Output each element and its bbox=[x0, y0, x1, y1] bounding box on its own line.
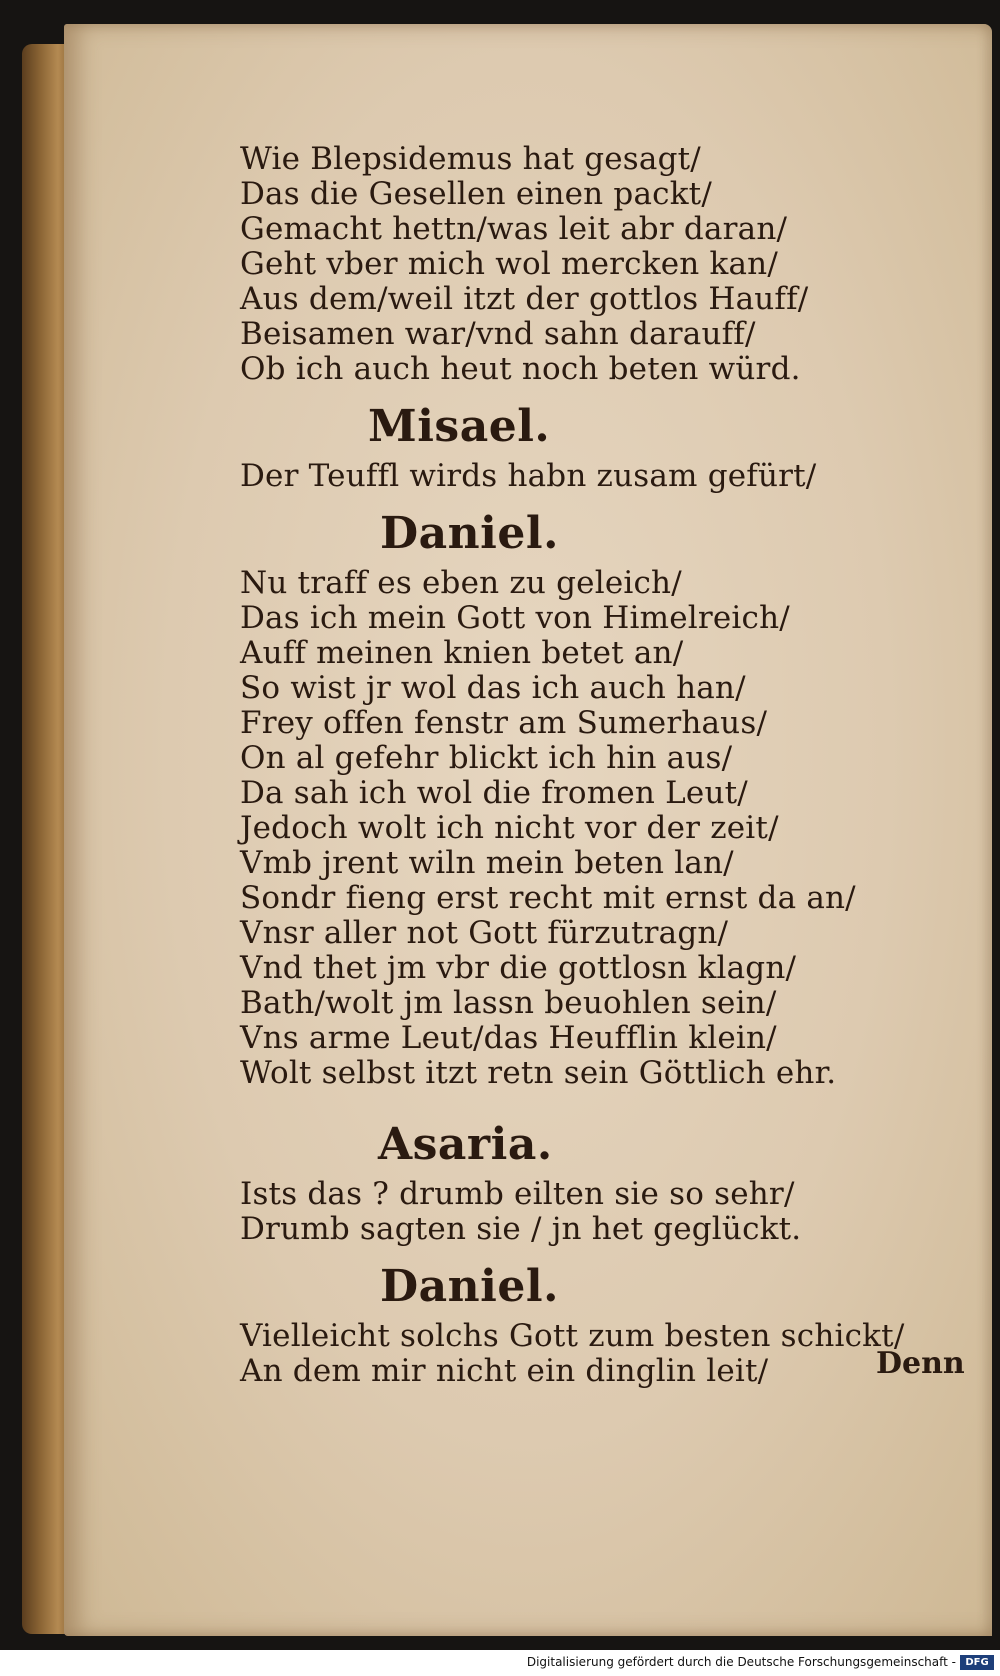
verse-line: Vmb jrent wiln mein beten lan/ bbox=[240, 845, 734, 881]
verse-line: Wolt selbst itzt retn sein Göttlich ehr. bbox=[240, 1055, 837, 1091]
verse-line: Das die Gesellen einen packt/ bbox=[240, 176, 712, 212]
verse-text bbox=[240, 142, 920, 1389]
verse-line: Gemacht hettn/was leit abr daran/ bbox=[240, 211, 788, 247]
spacer bbox=[240, 1091, 920, 1105]
verse-line: Auff meinen knien betet an/ bbox=[240, 635, 684, 671]
verse-line: Aus dem/weil itzt der gottlos Hauff/ bbox=[240, 281, 809, 317]
speaker-heading-misael: Misael. bbox=[368, 401, 551, 452]
verse-line: Vielleicht solchs Gott zum besten schickt/ bbox=[240, 1318, 905, 1354]
speaker-heading-daniel: Daniel. bbox=[380, 1261, 559, 1312]
catchword: Denn bbox=[876, 1346, 965, 1381]
verse-line: Das ich mein Gott von Himelreich/ bbox=[240, 600, 790, 636]
verse-line: Bath/wolt jm lassn beuohlen sein/ bbox=[240, 985, 777, 1021]
dfg-logo: DFG bbox=[960, 1655, 994, 1670]
verse-line: Ists das ? drumb eilten sie so sehr/ bbox=[240, 1176, 795, 1212]
verse-line: An dem mir nicht ein dinglin leit/ bbox=[240, 1353, 769, 1389]
verse-line: Jedoch wolt ich nicht vor der zeit/ bbox=[240, 810, 779, 846]
footer-bar bbox=[0, 1650, 1000, 1676]
verse-line: Der Teuffl wirds habn zusam gefürt/ bbox=[240, 458, 817, 494]
verse-line: Vnsr aller not Gott fürzutragn/ bbox=[240, 915, 729, 951]
verse-line: Nu traff es eben zu geleich/ bbox=[240, 565, 682, 601]
verse-line: Vnd thet jm vbr die gottlosn klagn/ bbox=[240, 950, 797, 986]
speaker-heading-asaria: Asaria. bbox=[378, 1119, 553, 1170]
verse-line: Drumb sagten sie / jn het geglückt. bbox=[240, 1211, 802, 1247]
verse-line: So wist jr wol das ich auch han/ bbox=[240, 670, 746, 706]
verse-line: On al gefehr blickt ich hin aus/ bbox=[240, 740, 733, 776]
verse-line: Frey offen fenstr am Sumerhaus/ bbox=[240, 705, 768, 741]
verse-line: Beisamen war/vnd sahn darauff/ bbox=[240, 316, 756, 352]
funding-credit: Digitalisierung gefördert durch die Deutsche Forschungsgemeinschaft - bbox=[526, 1655, 956, 1669]
verse-line: Vns arme Leut/das Heufflin klein/ bbox=[240, 1020, 777, 1056]
verse-line: Da sah ich wol die fromen Leut/ bbox=[240, 775, 748, 811]
verse-line: Ob ich auch heut noch beten würd. bbox=[240, 351, 801, 387]
verse-line: Wie Blepsidemus hat gesagt/ bbox=[240, 141, 701, 177]
speaker-heading-daniel: Daniel. bbox=[380, 508, 559, 559]
verse-line: Sondr fieng erst recht mit ernst da an/ bbox=[240, 880, 856, 916]
verse-line: Geht vber mich wol mercken kan/ bbox=[240, 246, 778, 282]
